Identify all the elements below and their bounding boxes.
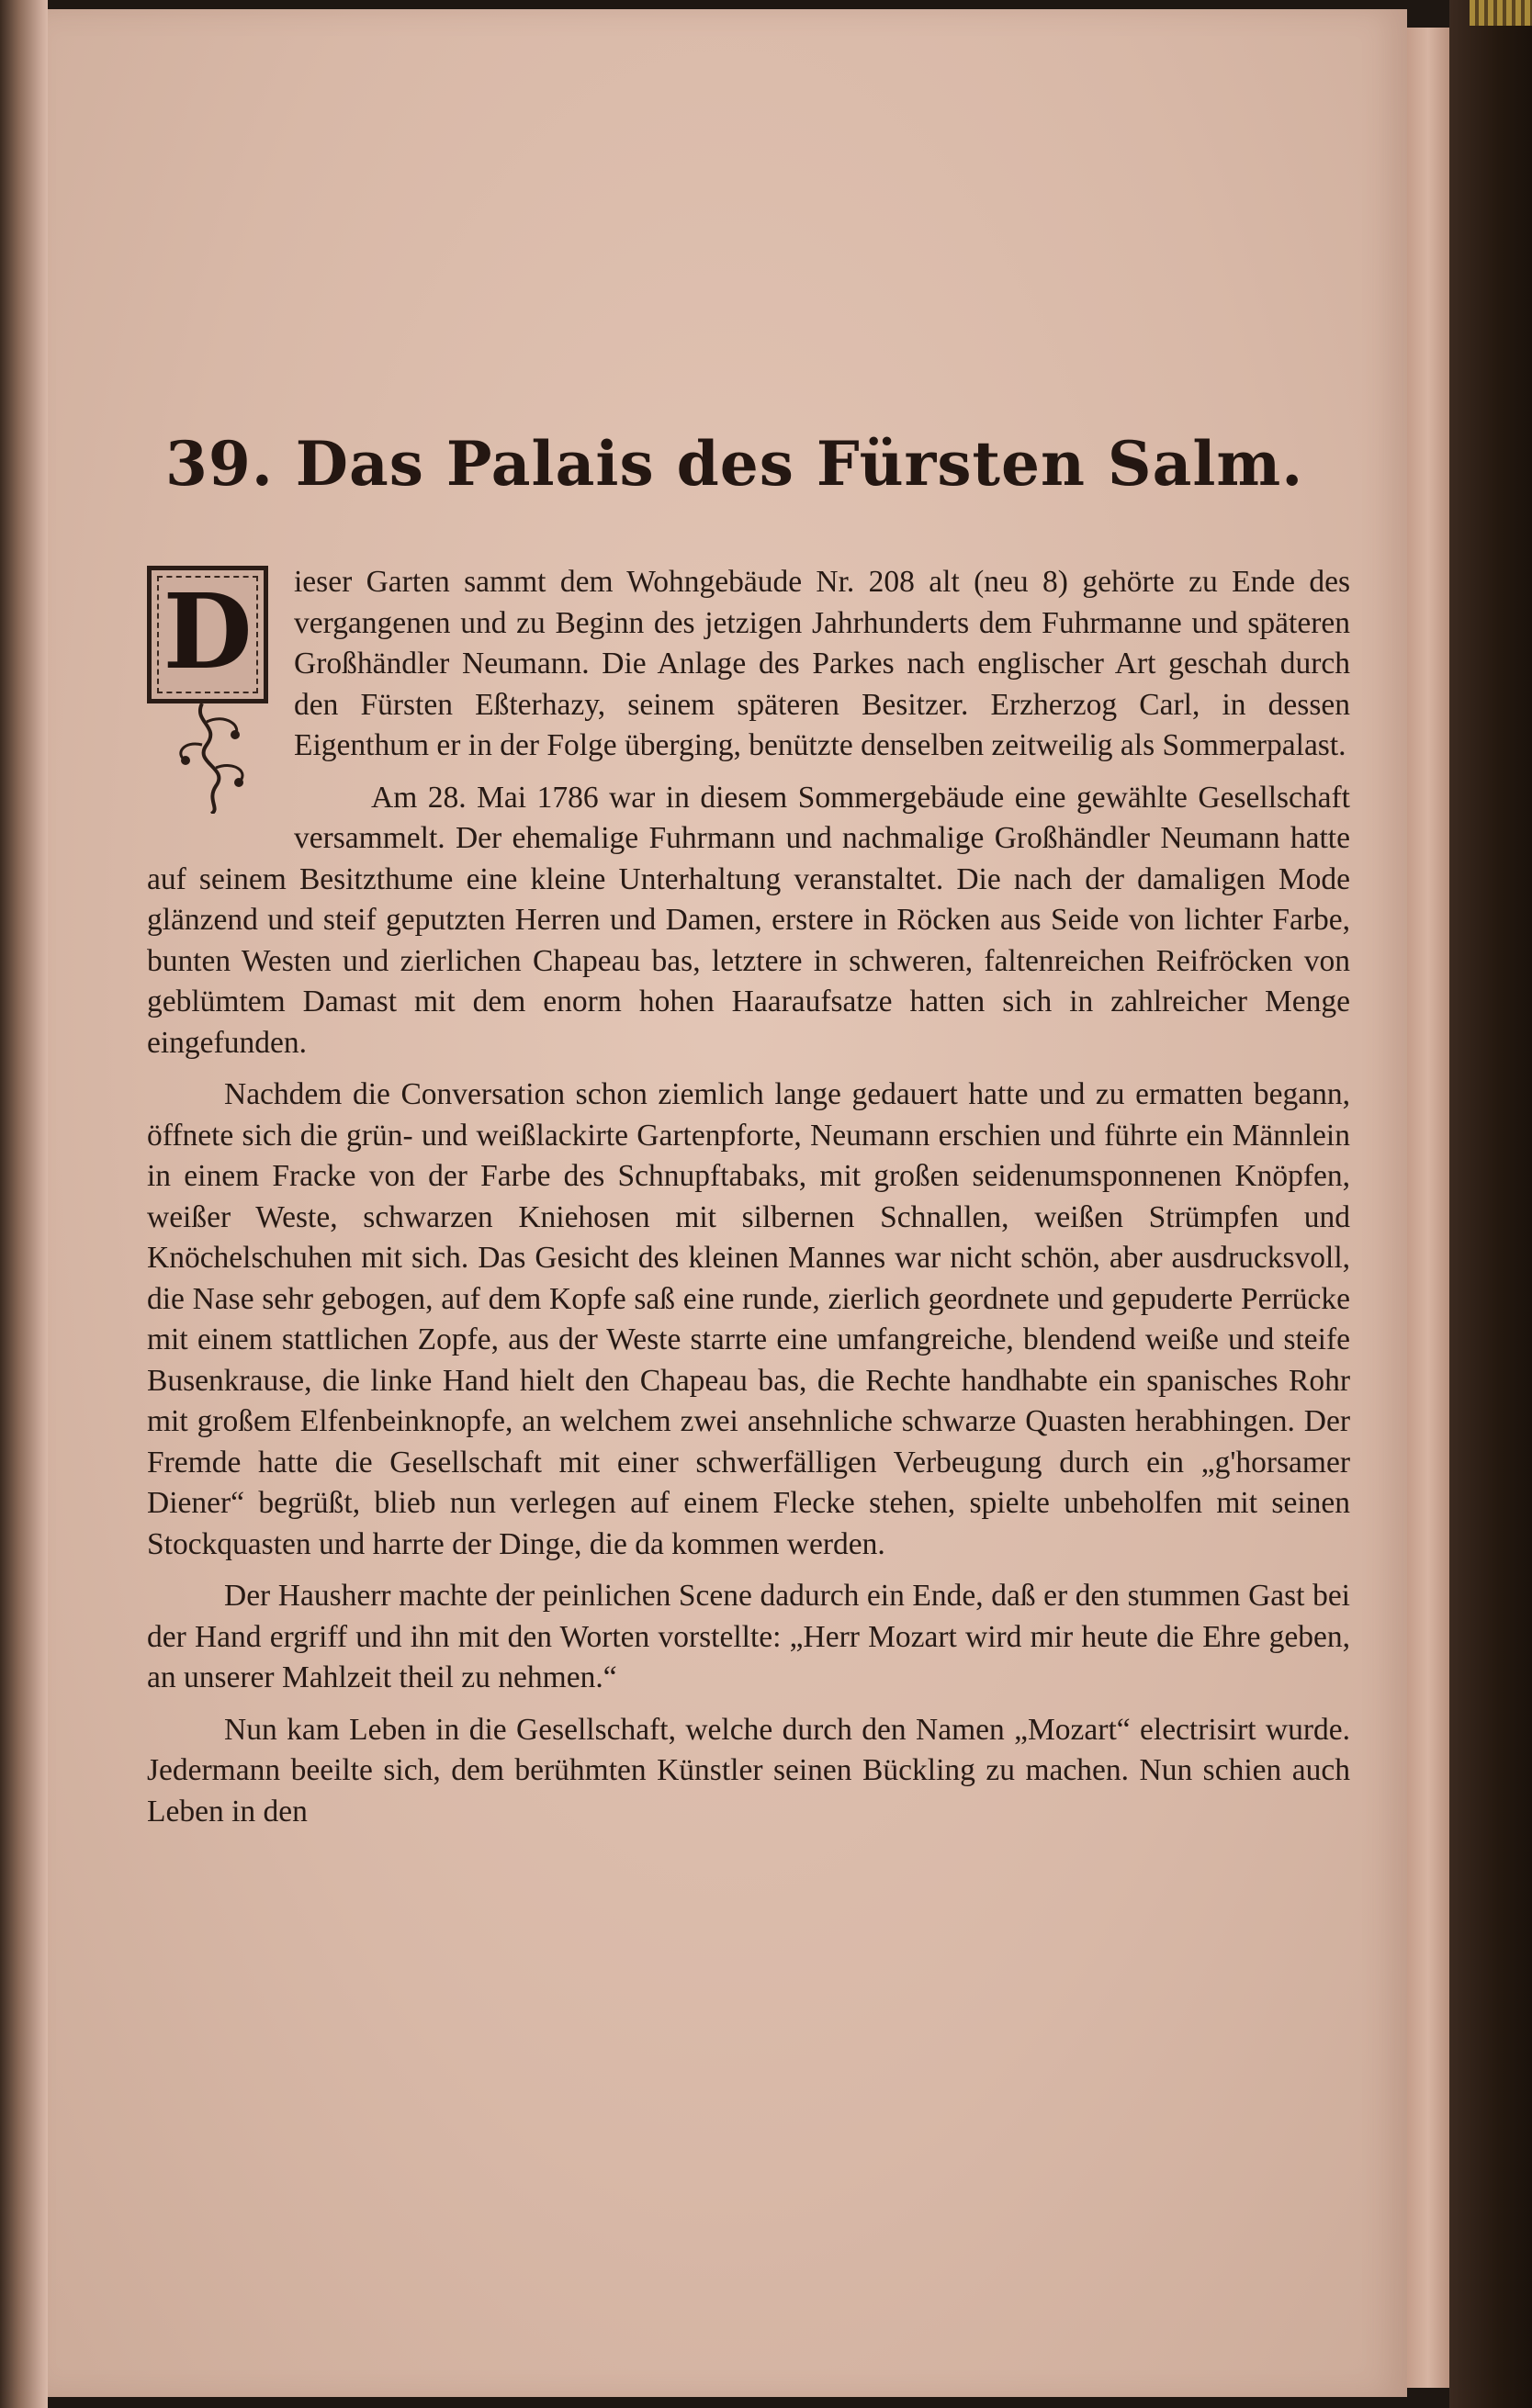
- chapter-title: 39. Das Palais des Fürsten Salm.: [165, 428, 1304, 500]
- paragraph-4: Der Hausherr machte der peinlichen Scene dadurch ein Ende, daß er den stummen Gast bei der Hand ergriff und ihn mit den Worten vorstellte: „Herr Mozart wird mir heute die Ehre geben, an unserer Mahlzeit theil zu nehmen.“: [147, 1579, 1350, 1694]
- paragraph-2: Am 28. Mai 1786 war in diesem Sommergebäude eine gewählte Gesellschaft versammelt. Der ehemalige Fuhrmann und nachmalige Großhändler Neumann hatte auf seinem Besitzthume eine kleine Unterhaltung veranstaltet. Die nach der damaligen Mode glänzend und steif geputzten Herren und Damen, erstere in Röcken aus Seide von lichter Farbe, bunten Westen und zierlichen Chapeau bas, letztere in schweren, faltenreichen Reifröcken von geblümtem Damast mit dem enorm hohen Haaraufsatze hatten sich in zahlreicher Menge eingefunden.: [147, 780, 1350, 1060]
- paragraph-1-text: ieser Garten sammt dem Wohngebäude Nr. 208 alt (neu 8) gehörte zu Ende des vergangenen und zu Beginn des jetzigen Jahrhunderts dem Fuhrmanne und späteren Großhändler Neumann. Die Anlage des Parkes nach englischer Art geschah durch den Fürsten Eßterhazy, seinem späteren Besitzer. Erzherzog Carl, in dessen Eigenthum er in der Folge überging, benützte denselben zeitweilig als Sommerpalast.: [294, 565, 1350, 762]
- left-gutter: [0, 0, 48, 2408]
- vine-ornament-icon: [165, 703, 266, 814]
- body-text: [147, 562, 1350, 1832]
- book-cover-edge: [1449, 0, 1532, 2408]
- page-edges: [1407, 28, 1449, 2388]
- initial-letter: D: [163, 572, 253, 692]
- paragraph-5: Nun kam Leben in die Gesellschaft, welche durch den Namen „Mozart“ electrisirt wurde. Jedermann beeilte sich, dem berühmten Künstler seinen Bückling zu machen. Nun schien auch Leben in den: [147, 1712, 1350, 1829]
- gilt-decoration: [1470, 0, 1532, 26]
- ornamental-initial: [147, 566, 281, 819]
- paragraph-1: [147, 562, 1350, 767]
- paragraph-3: Nachdem die Conversation schon ziemlich lange gedauert hatte und zu ermatten begann, öffnete sich die grün- und weißlackirte Gartenpforte, Neumann erschien und führte ein Männlein in einem Fracke von der Farbe des Schnupftabaks, mit großen seidenumsponnenen Knöpfen, weißer Weste, schwarzen Kniehosen mit silbernen Schnallen, weißen Strümpfen und Knöchelschuhen mit sich. Das Gesicht des kleinen Mannes war nicht schön, aber ausdrucksvoll, die Nase sehr gebogen, auf dem Kopfe saß eine runde, zierlich geordnete und gepuderte Perrücke mit einem stattlichen Zopfe, aus der Weste starrte eine umfangreiche, blendend weiße und steife Busenkrause, die linke Hand hielt den Chapeau bas, die Rechte handhabte ein spanisches Rohr mit großem Elfenbeinknopfe, an welchem zwei ansehnliche schwarze Quasten herabhingen. Der Fremde hatte die Gesellschaft mit einer schwerfälligen Verbeugung durch ein „g'horsamer Diener“ begrüßt, blieb nun verlegen auf einem Flecke stehen, spielte unbeholfen mit seinen Stockquasten und harrte der Dinge, die da kommen werden.: [147, 1077, 1350, 1561]
